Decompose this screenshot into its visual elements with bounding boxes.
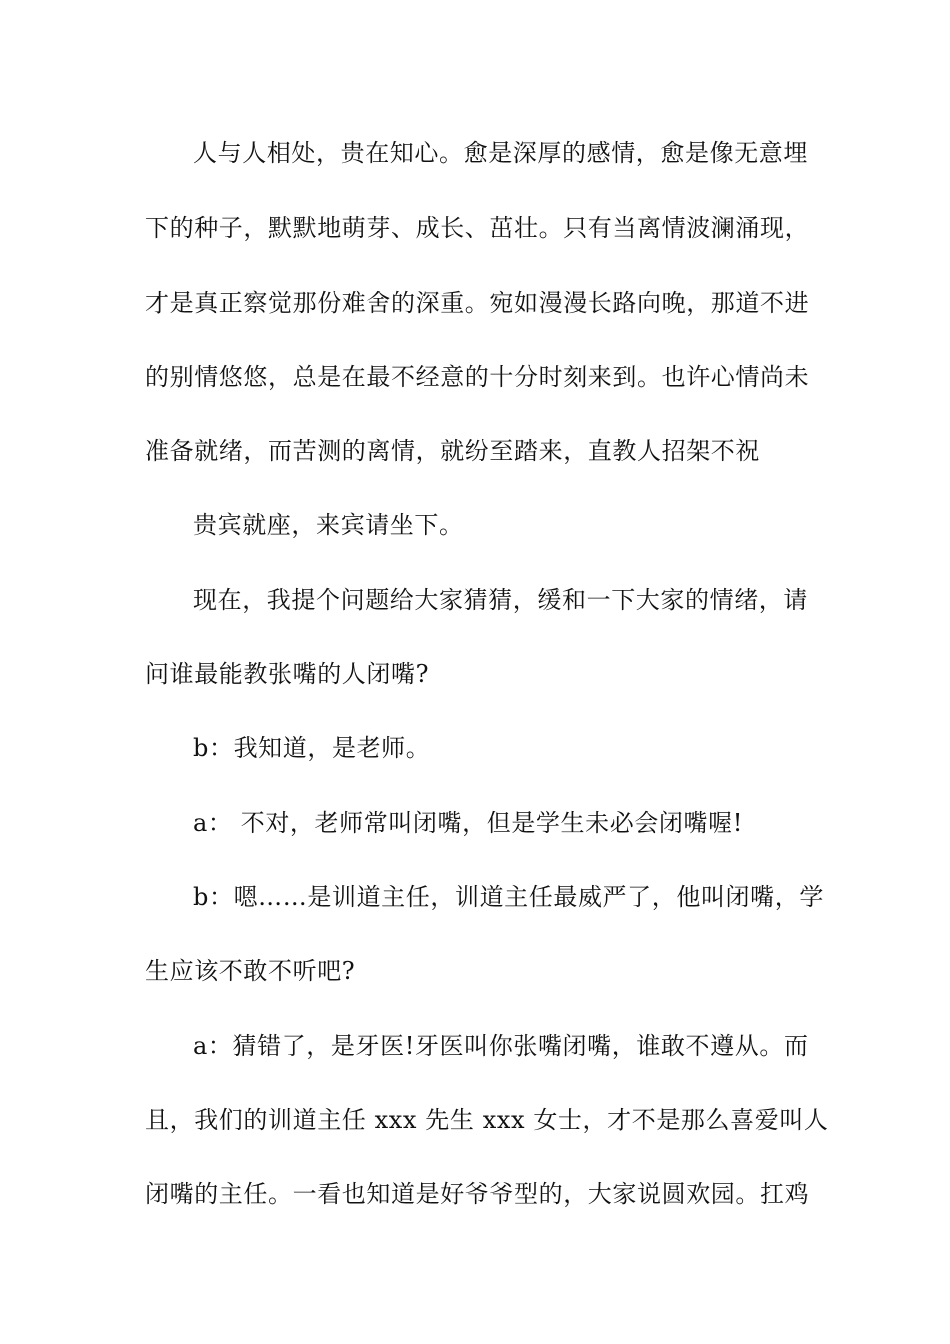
paragraph-line: 下的种子，默默地萌芽、成长、茁壮。只有当离情波澜涌现， [145, 214, 810, 242]
dialogue-line: b：嗯……是训道主任，训道主任最威严了，他叫闭嘴，学 [193, 883, 824, 911]
dialogue-line: 闭嘴的主任。一看也知道是好爷爷型的，大家说圆欢园。扛鸡 [145, 1180, 810, 1208]
paragraph-line: 准备就绪，而苦测的离情，就纷至踏来，直教人招架不祝 [145, 437, 760, 465]
dialogue-line: b：我知道，是老师。 [193, 734, 431, 762]
dialogue-line: 且，我们的训道主任 xxx 先生 xxx 女士，才不是那么喜爱叫人 [145, 1106, 829, 1134]
paragraph-line: 现在，我提个问题给大家猜猜，缓和一下大家的情绪，请 [193, 586, 808, 614]
dialogue-line: a： 不对，老师常叫闭嘴，但是学生未必会闭嘴喔! [193, 809, 743, 837]
dialogue-line: 生应该不敢不听吧? [145, 957, 356, 985]
paragraph-line: 的别情悠悠，总是在最不经意的十分时刻来到。也许心情尚未 [145, 363, 810, 391]
paragraph-line: 人与人相处，贵在知心。愈是深厚的感情，愈是像无意埋 [193, 139, 808, 167]
paragraph-line: 问谁最能教张嘴的人闭嘴? [145, 660, 430, 688]
paragraph-line: 才是真正察觉那份难舍的深重。宛如漫漫长路向晚，那道不进 [145, 289, 810, 317]
dialogue-line: a：猜错了，是牙医!牙医叫你张嘴闭嘴，谁敢不遵从。而 [193, 1032, 809, 1060]
paragraph-line: 贵宾就座，来宾请坐下。 [193, 511, 464, 539]
